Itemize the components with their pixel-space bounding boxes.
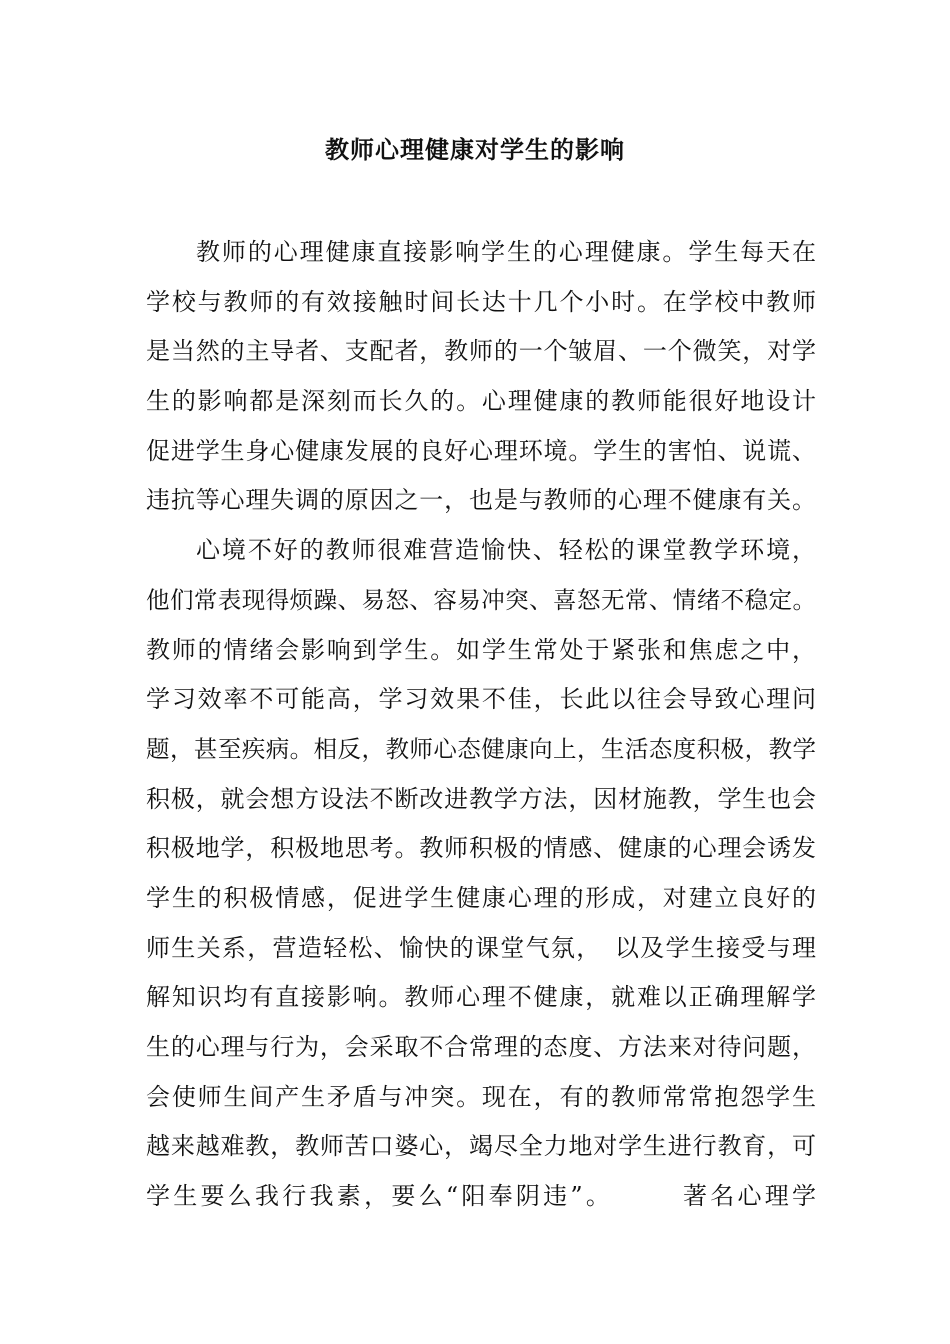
text-line: 生的影响都是深刻而长久的。心理健康的教师能很好地设计 — [146, 387, 816, 416]
text-line: 学生的积极情感，促进学生健康心理的形成，对建立良好的 — [146, 883, 816, 912]
text-line: 违抗等心理失调的原因之一，也是与教师的心理不健康有关。 — [146, 486, 816, 515]
text-line: 师生关系，营造轻松、愉快的课堂气氛， 以及学生接受与理 — [146, 933, 816, 962]
text-line: 题，甚至疾病。相反，教师心态健康向上，生活态度积极，教学 — [146, 734, 816, 763]
text-line: 促进学生身心健康发展的良好心理环境。学生的害怕、说谎、 — [146, 436, 816, 465]
text-line: 教师的情绪会影响到学生。如学生常处于紧张和焦虑之中， — [146, 635, 816, 664]
text-line: 积极，就会想方设法不断改进教学方法，因材施教，学生也会 — [146, 784, 816, 813]
text-line: 教师的心理健康直接影响学生的心理健康。学生每天在 — [196, 238, 816, 266]
text-line: 解知识均有直接影响。教师心理不健康，就难以正确理解学 — [146, 983, 816, 1012]
text-line: 会使师生间产生矛盾与冲突。现在，有的教师常常抱怨学生 — [146, 1082, 816, 1111]
document-title: 教师心理健康对学生的影响 — [325, 136, 625, 164]
text-line: 学生要么我行我素，要么“阳奉阴违”。 著名心理学 — [146, 1182, 816, 1211]
text-line: 学校与教师的有效接触时间长达十几个小时。在学校中教师 — [146, 287, 816, 316]
text-line: 他们常表现得烦躁、易怒、容易冲突、喜怒无常、情绪不稳定。 — [146, 585, 816, 614]
text-line: 积极地学，积极地思考。教师积极的情感、健康的心理会诱发 — [146, 834, 816, 863]
text-line: 生的心理与行为，会采取不合常理的态度、方法来对待问题， — [146, 1033, 816, 1061]
text-line: 学习效率不可能高，学习效果不佳，长此以往会导致心理问 — [146, 685, 816, 714]
text-line: 是当然的主导者、支配者，教师的一个皱眉、一个微笑，对学 — [146, 337, 816, 366]
document-body — [146, 228, 816, 1222]
text-line: 越来越难教，教师苦口婆心，竭尽全力地对学生进行教育，可 — [146, 1132, 816, 1161]
text-line: 心境不好的教师很难营造愉快、轻松的课堂教学环境， — [196, 536, 816, 565]
